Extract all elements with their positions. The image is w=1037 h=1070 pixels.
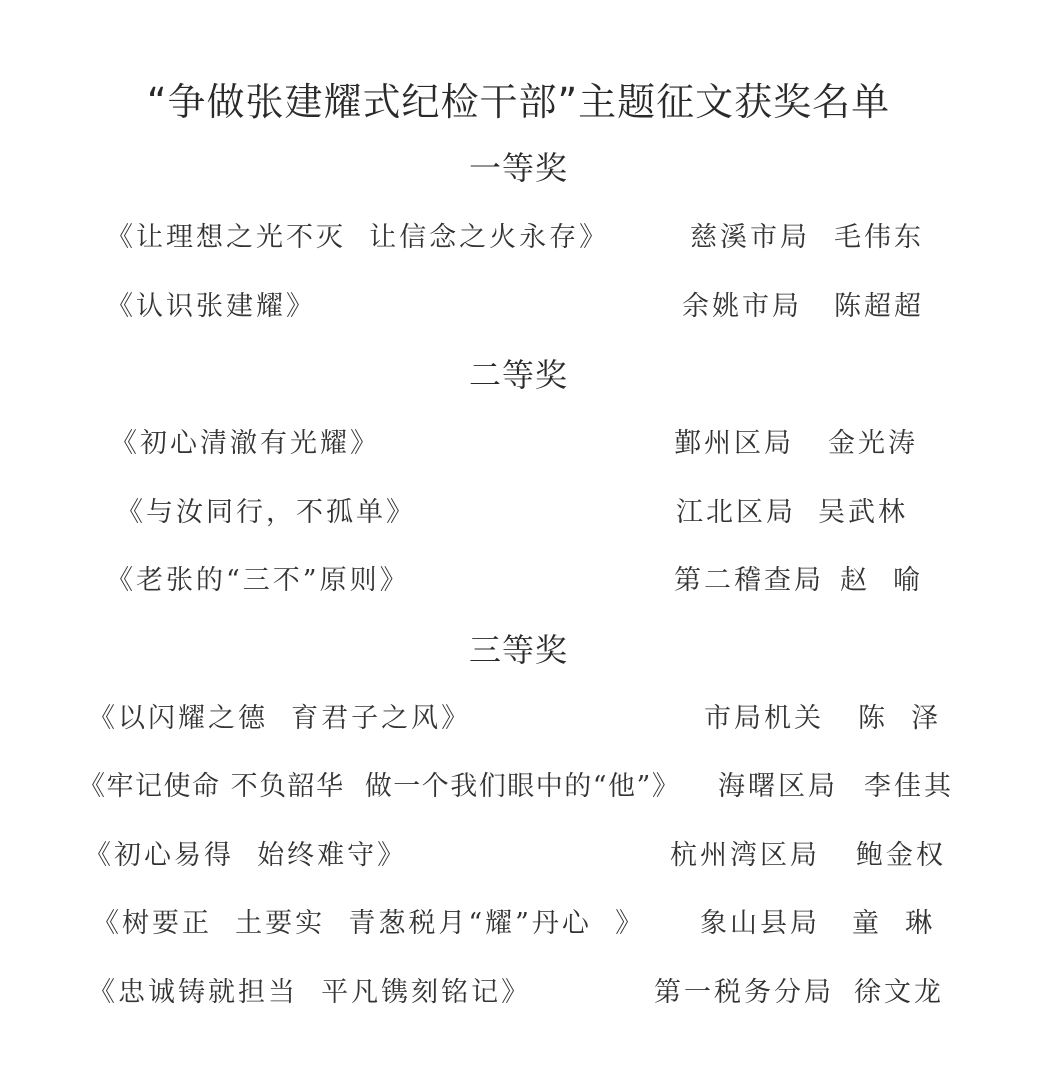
author-name: 李佳其 xyxy=(864,771,954,802)
prize-heading-first: 一等奖 xyxy=(468,149,568,187)
author-unit: 象山县局 xyxy=(700,908,820,939)
essay-title: 《忠诚铸就担当 平凡镌刻铭记》 xyxy=(88,977,532,1008)
essay-title: 《以闪耀之德 育君子之风》 xyxy=(88,703,472,734)
author-name: 童 琳 xyxy=(852,908,936,939)
author-unit: 海曙区局 xyxy=(718,771,838,802)
author-name: 毛伟东 xyxy=(834,222,924,253)
prize-heading-second: 二等奖 xyxy=(468,356,568,394)
page-title: “争做张建耀式纪检干部”主题征文获奖名单 xyxy=(146,80,891,124)
author-unit: 第一税务分局 xyxy=(654,977,834,1008)
essay-title: 《老张的“三不”原则》 xyxy=(106,565,410,596)
author-unit: 第二稽查局 xyxy=(674,565,824,596)
author-name: 赵 喻 xyxy=(840,565,924,596)
essay-title: 《初心清澈有光耀》 xyxy=(110,428,380,459)
author-name: 鲍金权 xyxy=(856,840,946,871)
essay-title: 《与汝同行，不孤单》 xyxy=(116,497,416,528)
author-name: 金光涛 xyxy=(828,428,918,459)
essay-title: 《认识张建耀》 xyxy=(106,291,316,322)
author-name: 陈 泽 xyxy=(858,703,942,734)
author-unit: 江北区局 xyxy=(676,497,796,528)
author-name: 徐文龙 xyxy=(854,977,944,1008)
essay-title: 《初心易得 始终难守》 xyxy=(84,840,408,871)
essay-title: 《让理想之光不灭 让信念之火永存》 xyxy=(106,222,610,253)
author-name: 吴武林 xyxy=(818,497,908,528)
author-name: 陈超超 xyxy=(834,291,924,322)
author-unit: 杭州湾区局 xyxy=(670,840,820,871)
essay-title: 《牢记使命 不负韶华 做一个我们眼中的“他”》 xyxy=(78,771,681,802)
essay-title: 《树要正 土要实 青葱税月“耀”丹心 》 xyxy=(92,908,646,939)
prize-heading-third: 三等奖 xyxy=(468,631,568,669)
author-unit: 鄞州区局 xyxy=(674,428,794,459)
author-unit: 市局机关 xyxy=(704,703,824,734)
author-unit: 余姚市局 xyxy=(682,291,802,322)
author-unit: 慈溪市局 xyxy=(690,222,810,253)
